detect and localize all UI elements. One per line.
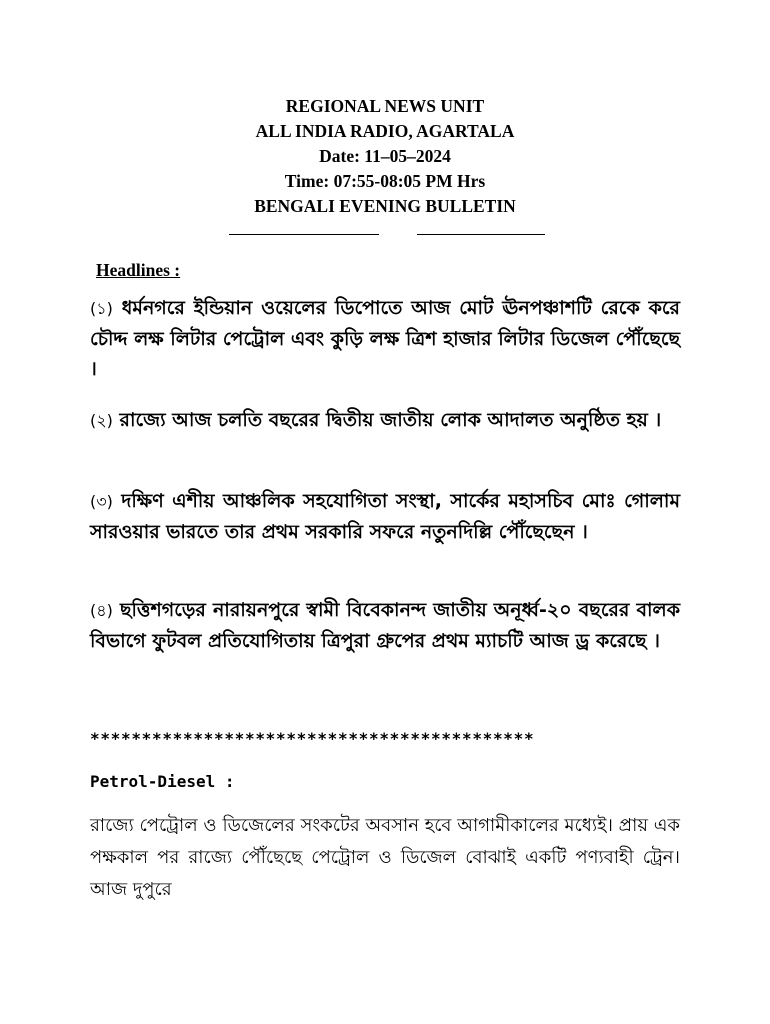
asterisk-separator: ******************************************* [90,729,535,748]
header-time: Time: 07:55-08:05 PM Hrs [284,171,486,191]
headline-number: (৩) [90,492,113,511]
headline-item-4 [90,595,680,656]
header-bulletin-name: BENGALI EVENING BULLETIN [254,196,516,216]
headline-number: (১) [90,299,113,318]
headline-item-3 [90,486,680,547]
headline-number: (২) [90,411,113,430]
headline-text: দক্ষিণ এশীয় আঞ্চলিক সহযোগিতা সংস্থা, সার্কের মহাসচিব মোঃ গোলাম সারওয়ার ভারতে তার প্রথম সরকারি সফরে নতুনদিল্লি পৌঁছেছেন । [90,490,680,543]
divider-line-left [229,234,379,235]
section-body-text: রাজ্যে পেট্রোল ও ডিজেলের সংকটের অবসান হবে আগামীকালের মধ্যেই। প্রায় এক পক্ষকাল পর রাজ্যে পৌঁছেছে পেট্রোল ও ডিজেল বোঝাই একটি পণ্যবাহী ট্রেন। আজ দুপুরে [90,815,680,900]
headline-text: রাজ্যে আজ চলতি বছরের দ্বিতীয় জাতীয় লোক আদালত অনুষ্ঠিত হয় । [119,409,662,431]
headline-item-2 [90,405,680,436]
section-title: Petrol-Diesel : [90,772,235,791]
header-station: ALL INDIA RADIO, AGARTALA [255,121,515,141]
bulletin-header [0,94,770,219]
headlines-title: Headlines : [96,260,181,280]
headline-item-1 [90,293,680,384]
header-date: Date: 11–05–2024 [319,146,451,166]
header-unit: REGIONAL NEWS UNIT [285,96,485,116]
divider-line-right [417,234,545,235]
headline-text: ধর্মনগরে ইন্ডিয়ান ওয়েলের ডিপোতে আজ মোট ঊনপঞ্চাশটি রেকে করে চৌদ্দ লক্ষ লিটার পেট্রোল এবং কুড়ি লক্ষ ত্রিশ হাজার লিটার ডিজেল পৌঁছেছে । [90,297,680,380]
header-divider [229,224,549,236]
headline-text: ছত্তিশগড়ের নারায়নপুরে স্বামী বিবেকানন্দ জাতীয় অনূর্ধ্ব-২০ বছরের বালক বিভাগে ফুটবল প্রতিযোগিতায় ত্রিপুরা গ্রুপের প্রথম ম্যাচটি আজ ড্র করেছে । [90,599,680,652]
headline-number: (৪) [90,601,113,620]
